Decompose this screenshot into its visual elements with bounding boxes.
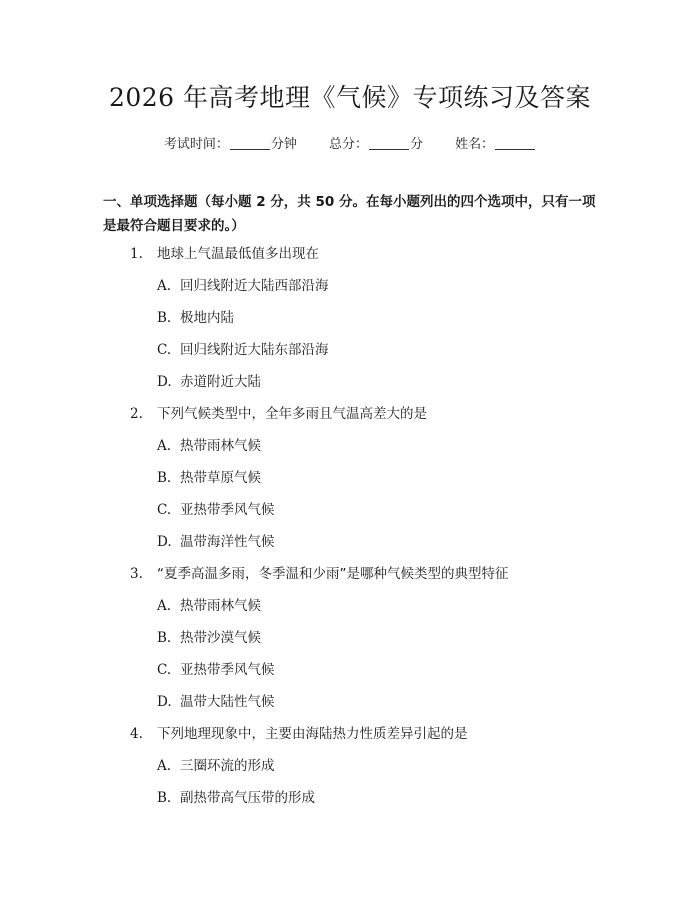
page-title: 2026 年高考地理《气候》专项练习及答案 xyxy=(108,83,592,112)
question-number: 4. xyxy=(130,726,143,742)
total-score-label: 总分： xyxy=(328,137,368,152)
question-text: 地球上气温最低值多出现在 xyxy=(157,246,319,262)
option-letter: B. xyxy=(157,790,172,806)
question-stem xyxy=(0,404,700,436)
exam-time-blank xyxy=(230,137,270,150)
question-list xyxy=(0,244,700,820)
total-score-unit: 分 xyxy=(410,137,424,152)
option-text: 赤道附近大陆 xyxy=(180,374,261,390)
question-number: 2. xyxy=(130,406,143,422)
option-text: 温带海洋性气候 xyxy=(180,534,275,550)
option-item xyxy=(0,660,700,692)
student-name-blank xyxy=(495,137,535,150)
exam-meta-line xyxy=(0,133,700,152)
option-letter: B. xyxy=(157,470,172,486)
exam-time-label: 考试时间： xyxy=(163,137,229,152)
option-text: 回归线附近大陆西部沿海 xyxy=(180,278,329,294)
question-number: 1. xyxy=(130,246,143,262)
option-item xyxy=(0,500,700,532)
option-item xyxy=(0,276,700,308)
total-score-field xyxy=(329,133,423,152)
option-item xyxy=(0,308,700,340)
option-text: 三圈环流的形成 xyxy=(180,758,275,774)
option-letter: D. xyxy=(157,694,172,710)
option-item xyxy=(0,372,700,404)
option-letter: C. xyxy=(157,502,172,518)
option-letter: A. xyxy=(157,278,172,294)
option-text: 亚热带季风气候 xyxy=(180,502,275,518)
question-text: “夏季高温多雨，冬季温和少雨”是哪种气候类型的典型特征 xyxy=(157,566,509,582)
option-text: 回归线附近大陆东部沿海 xyxy=(180,342,329,358)
option-text: 热带草原气候 xyxy=(180,470,261,486)
total-score-blank xyxy=(369,137,409,150)
option-text: 亚热带季风气候 xyxy=(180,662,275,678)
exam-time-unit: 分钟 xyxy=(270,137,297,152)
option-letter: D. xyxy=(157,374,172,390)
student-name-field xyxy=(455,133,536,152)
option-text: 温带大陆性气候 xyxy=(180,694,275,710)
question-number: 3. xyxy=(130,566,143,582)
option-item xyxy=(0,468,700,500)
option-text: 极地内陆 xyxy=(180,310,234,326)
question-stem xyxy=(0,564,700,596)
question-text: 下列地理现象中，主要由海陆热力性质差异引起的是 xyxy=(157,726,468,742)
option-item xyxy=(0,340,700,372)
option-item xyxy=(0,436,700,468)
option-text: 副热带高气压带的形成 xyxy=(180,790,315,806)
option-text: 热带雨林气候 xyxy=(180,598,261,614)
option-item xyxy=(0,692,700,724)
question-text: 下列气候类型中，全年多雨且气温高差大的是 xyxy=(157,406,427,422)
student-name-label: 姓名： xyxy=(455,137,495,152)
exam-time-field xyxy=(164,133,297,152)
question-stem xyxy=(0,244,700,276)
option-letter: D. xyxy=(157,534,172,550)
option-letter: B. xyxy=(157,630,172,646)
option-letter: A. xyxy=(157,438,172,454)
option-item xyxy=(0,628,700,660)
option-letter: A. xyxy=(157,598,172,614)
option-item xyxy=(0,756,700,788)
question-stem xyxy=(0,724,700,756)
section-heading: 一、单项选择题（每小题 2 分，共 50 分。在每小题列出的四个选项中，只有一项是最符合题目要求的。） xyxy=(103,194,596,234)
option-letter: C. xyxy=(157,662,172,678)
option-text: 热带沙漠气候 xyxy=(180,630,261,646)
option-item xyxy=(0,788,700,820)
option-letter: A. xyxy=(157,758,172,774)
option-item xyxy=(0,596,700,628)
option-text: 热带雨林气候 xyxy=(180,438,261,454)
option-item xyxy=(0,532,700,564)
option-letter: C. xyxy=(157,342,172,358)
option-letter: B. xyxy=(157,310,172,326)
